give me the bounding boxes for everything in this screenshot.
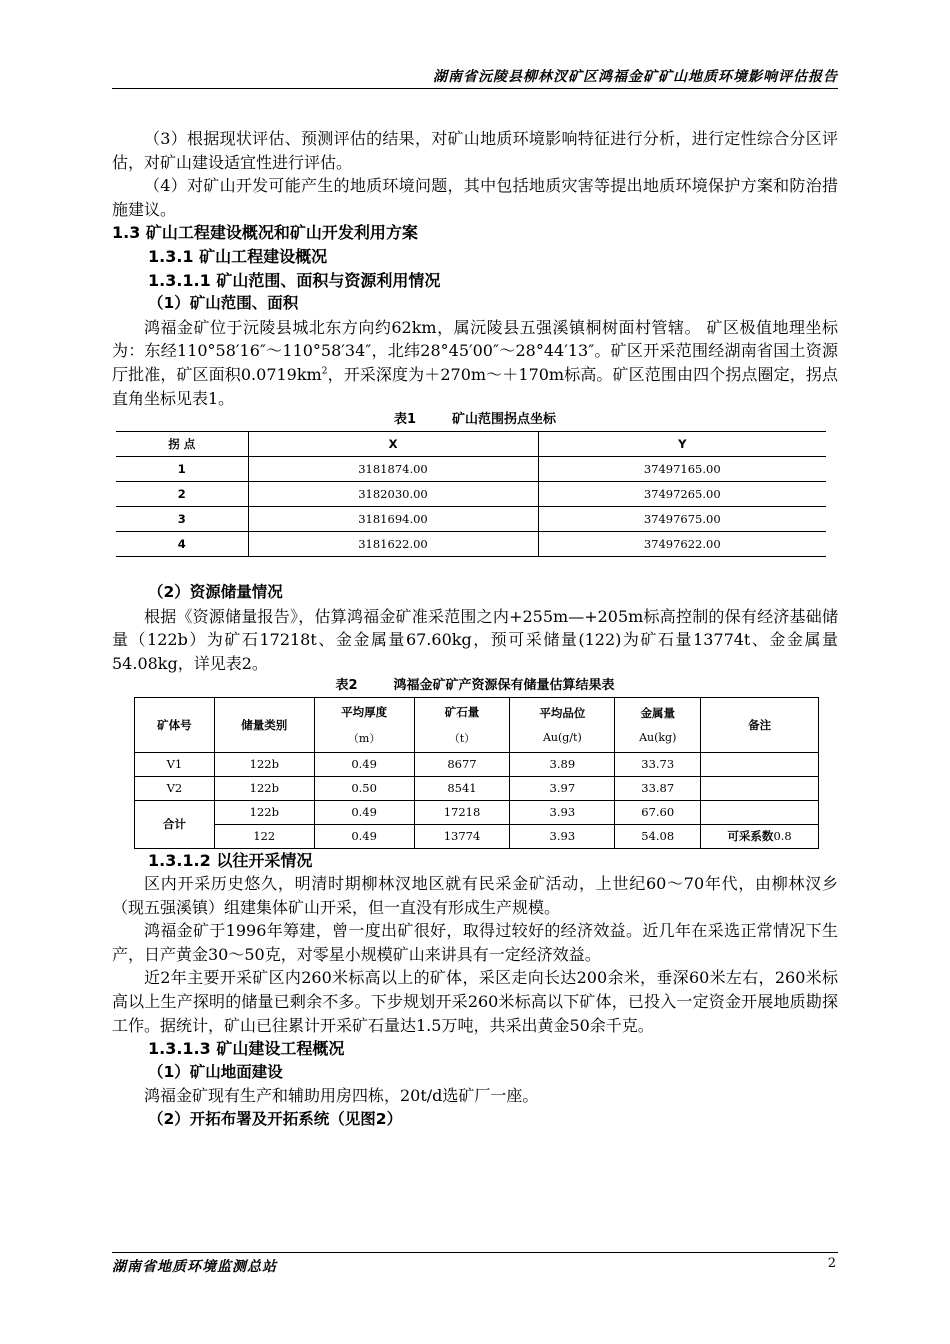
table-row [116,532,826,557]
table1-caption-no: 表1 [393,412,417,428]
recovery-factor-label: 可采系数 [727,829,774,843]
grade-label: 平均品位 [539,706,586,720]
table1-cell-point: 1 [116,457,248,482]
table2-caption [112,677,838,695]
header-rule [112,88,838,89]
table2-header-orebody: 矿体号 [135,697,215,752]
location-text-b: ，开采深度为＋270m～＋170m标高。矿区范围由四个拐点圈定，拐点直角坐标见表1。 [112,364,838,408]
heading-1-3-1: 1.3.1 矿山工程建设概况 [148,246,328,266]
table-row [116,507,826,532]
document-body [112,127,838,1132]
table1-header-y: Y [538,432,826,457]
metal-unit: Au(kg) [639,731,677,744]
table-corner-coordinates [116,431,826,557]
page-number: 2 [827,1256,836,1271]
table2-total-label: 合计 [135,800,215,848]
table-row [116,482,826,507]
table2-cell-grade: 3.93 [510,824,615,848]
subheading-reserves: （2）资源储量情况 [148,583,283,602]
paragraph-history-2: 鸿福金矿于1996年筹建，曾一度出矿很好，取得过较好的经济效益。近几年在采选正常情况下生产，日产黄金30～50克，对零星小规模矿山来讲具有一定经济效益。 [112,921,838,964]
grade-unit: Au(g/t) [542,731,582,744]
paragraph-reserves: 根据《资源储量报告》，估算鸿福金矿准采范围之内+255m—+205m标高控制的保有经济基础储量（122b）为矿石17218t、金金属量67.60kg，预可采储量(122)为矿石量13774t、金金属量54.08kg，详见表2。 [112,606,838,673]
table2-cell-grade: 3.93 [510,800,615,824]
paragraph-item-4: （4）对矿山开发可能产生的地质环境问题，其中包括地质灾害等提出地质环境保护方案和防治措施建议。 [112,176,838,219]
table-row [135,776,819,800]
table2-header-note: 备注 [701,697,819,752]
thickness-label: 平均厚度 [341,704,388,719]
table2-header-grade [510,697,615,752]
paragraph-history-3: 近2年主要开采矿区内260米标高以上的矿体，采区走向长达200余米，垂深60米左右，260米标高以上生产探明的储量已剩余不多。下步规划开采260米标高以下矿体，已投入一定资金开展地质勘探工作。据统计，矿山已往累计开采矿石量达1.5万吨，共采出黄金50余千克。 [112,968,838,1035]
table1-cell-y: 37497165.00 [538,457,826,482]
table-reserve-estimates [134,697,819,849]
table1-cell-x: 3181874.00 [248,457,538,482]
metal-label: 金属量 [640,706,675,720]
table1-caption [112,411,838,429]
table2-cell-type: 122b [214,776,314,800]
table2-cell-type: 122b [214,752,314,776]
table1-cell-x: 3181694.00 [248,507,538,532]
location-text-a: 鸿福金矿位于沅陵县城北东方向约62km，属沅陵县五强溪镇桐树面村管辖。 矿区极值地理坐标为：东经110°58′16″～110°58′34″，北纬28°45′00″～28°44′13″。矿区开采范围经湖南省国土资源厅批准，矿区面积0.0719km [112,317,838,384]
thickness-unit: （m） [347,731,381,745]
table2-cell-orebody: V1 [135,752,215,776]
table2-header-thickness [314,697,414,752]
table2-cell-thickness: 0.49 [314,752,414,776]
heading-1-3-1-1: 1.3.1.1 矿山范围、面积与资源利用情况 [148,270,441,290]
table2-cell-note [701,800,819,824]
table2-cell-metal: 54.08 [615,824,701,848]
table2-cell-thickness: 0.49 [314,824,414,848]
table2-cell-thickness: 0.50 [314,776,414,800]
table-row [135,824,819,848]
table1-cell-point: 4 [116,532,248,557]
table2-cell-grade: 3.97 [510,776,615,800]
table1-header-point: 拐 点 [116,432,248,457]
table2-cell-type: 122b [214,800,314,824]
table2-cell-metal: 33.73 [615,752,701,776]
table2-cell-ore: 13774 [414,824,510,848]
table2-cell-metal: 67.60 [615,800,701,824]
heading-1-3-1-3: 1.3.1.3 矿山建设工程概况 [148,1039,345,1059]
table2-cell-note-recovery [701,824,819,848]
footer-rule [112,1252,838,1253]
heading-1-3: 1.3 矿山工程建设概况和矿山开发利用方案 [112,223,418,243]
area-unit-superscript: 2 [321,366,328,377]
recovery-factor-value: 0.8 [773,829,792,843]
table2-cell-note [701,776,819,800]
table2-cell-type: 122 [214,824,314,848]
footer-organization: 湖南省地质环境监测总站 [112,1259,277,1275]
table1-cell-x: 3182030.00 [248,482,538,507]
table2-cell-grade: 3.89 [510,752,615,776]
table2-header-ore [414,697,510,752]
paragraph-item-3: （3）根据现状评估、预测评估的结果，对矿山地质环境影响特征进行分析，进行定性综合分区评估，对矿山建设适宜性进行评估。 [112,129,838,172]
table2-cell-ore: 8541 [414,776,510,800]
heading-1-3-1-2: 1.3.1.2 以往开采情况 [148,850,313,870]
table2-cell-metal: 33.87 [615,776,701,800]
table1-cell-y: 37497675.00 [538,507,826,532]
table1-caption-title: 矿山范围拐点坐标 [452,412,557,428]
page-header-title: 湖南省沅陵县柳林汊矿区鸿福金矿矿山地质环境影响评估报告 [433,69,838,85]
table1-cell-point: 3 [116,507,248,532]
table1-cell-y: 37497622.00 [538,532,826,557]
table1-header-x: X [248,432,538,457]
ore-label: 矿石量 [444,704,480,719]
table2-header-reserve-type: 储量类别 [214,697,314,752]
table1-cell-point: 2 [116,482,248,507]
table2-cell-orebody: V2 [135,776,215,800]
table-row [135,800,819,824]
table2-header-metal [615,697,701,752]
table1-cell-y: 37497265.00 [538,482,826,507]
ore-unit: （t） [448,731,476,745]
subheading-range-area: （1）矿山范围、面积 [148,294,299,313]
table2-cell-note [701,752,819,776]
table-row [116,457,826,482]
table2-cell-ore: 17218 [414,800,510,824]
table2-caption-title: 鸿福金矿矿产资源保有储量估算结果表 [393,677,615,693]
paragraph-history-1: 区内开采历史悠久，明清时期柳林汊地区就有民采金矿活动，上世纪60～70年代，由柳林汊乡（现五强溪镇）组建集体矿山开采，但一直没有形成生产规模。 [112,874,838,917]
table1-cell-x: 3181622.00 [248,532,538,557]
paragraph-location [112,316,838,410]
subheading-development-system: （2）开拓布署及开拓系统（见图2） [148,1110,403,1129]
table2-cell-thickness: 0.49 [314,800,414,824]
table-row [135,752,819,776]
table2-caption-no: 表2 [335,677,358,693]
table2-cell-ore: 8677 [414,752,510,776]
paragraph-buildings: 鸿福金矿现有生产和辅助用房四栋，20t/d选矿厂一座。 [144,1086,539,1106]
subheading-surface-construction: （1）矿山地面建设 [148,1062,283,1081]
